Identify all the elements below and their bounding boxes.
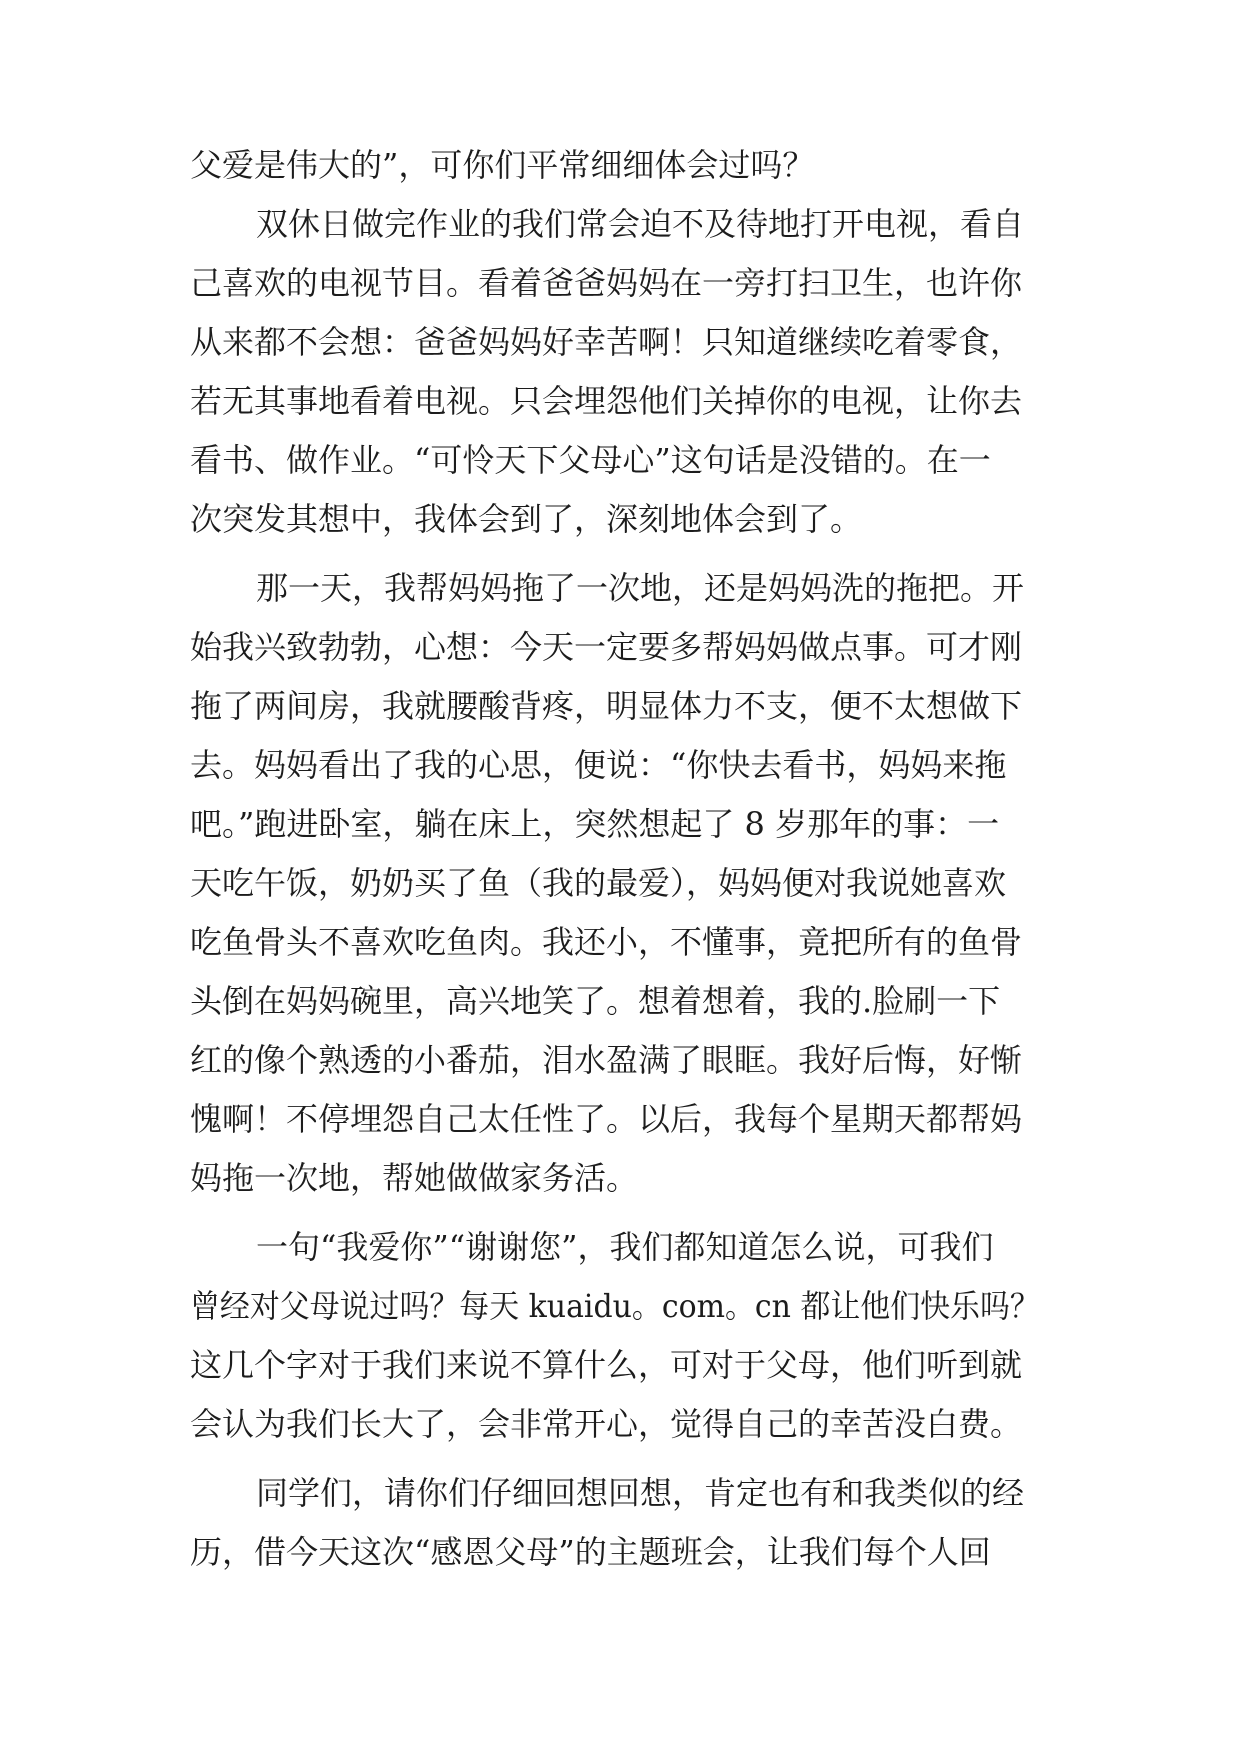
text-line: 去。妈妈看出了我的心思，便说：“你快去看书，妈妈来拖: [190, 746, 1007, 784]
text-line: 一句“我爱你”“谢谢您”，我们都知道怎么说，可我们: [256, 1228, 994, 1266]
text-line: 同学们，请你们仔细回想回想，肯定也有和我类似的经: [256, 1474, 1025, 1512]
text-line: 愧啊！不停埋怨自己太任性了。以后，我每个星期天都帮妈: [190, 1100, 1023, 1138]
text-line: 曾经对父母说过吗？每天 kuaidu。com。cn 都让他们快乐吗？: [190, 1287, 1040, 1325]
text-line: 双休日做完作业的我们常会迫不及待地打开电视，看自: [256, 205, 1025, 243]
text-line: 妈拖一次地，帮她做做家务活。: [190, 1159, 639, 1197]
text-line: 父爱是伟大的”，可你们平常细细体会过吗？: [190, 146, 815, 184]
text-line: 从来都不会想：爸爸妈妈好幸苦啊！只知道继续吃着零食，: [190, 323, 1023, 361]
text-line: 头倒在妈妈碗里，高兴地笑了。想着想着，我的.脸刷一下: [190, 982, 1001, 1020]
text-line: 红的像个熟透的小番茄，泪水盈满了眼眶。我好后悔，好惭: [190, 1041, 1023, 1079]
text-line: 那一天，我帮妈妈拖了一次地，还是妈妈洗的拖把。开: [256, 569, 1025, 607]
text-line: 会认为我们长大了，会非常开心，觉得自己的幸苦没白费。: [190, 1405, 1023, 1443]
text-line: 天吃午饭，奶奶买了鱼（我的最爱），妈妈便对我说她喜欢: [190, 864, 1007, 902]
text-line: 始我兴致勃勃，心想：今天一定要多帮妈妈做点事。可才刚: [190, 628, 1023, 666]
text-line: 看书、做作业。“可怜天下父母心”这句话是没错的。在一: [190, 441, 991, 479]
text-line: 历，借今天这次“感恩父母”的主题班会，让我们每个人回: [190, 1533, 991, 1571]
text-line: 这几个字对于我们来说不算什么，可对于父母，他们听到就: [190, 1346, 1023, 1384]
text-line: 吧。”跑进卧室，躺在床上，突然想起了 8 岁那年的事：一: [190, 805, 1000, 843]
text-line: 吃鱼骨头不喜欢吃鱼肉。我还小，不懂事，竟把所有的鱼骨: [190, 923, 1023, 961]
text-line: 次突发其想中，我体会到了，深刻地体会到了。: [190, 500, 863, 538]
text-line: 若无其事地看着电视。只会埋怨他们关掉你的电视，让你去: [190, 382, 1023, 420]
text-line: 拖了两间房，我就腰酸背疼，明显体力不支，便不太想做下: [190, 687, 1023, 725]
text-line: 己喜欢的电视节目。看着爸爸妈妈在一旁打扫卫生，也许你: [190, 264, 1023, 302]
